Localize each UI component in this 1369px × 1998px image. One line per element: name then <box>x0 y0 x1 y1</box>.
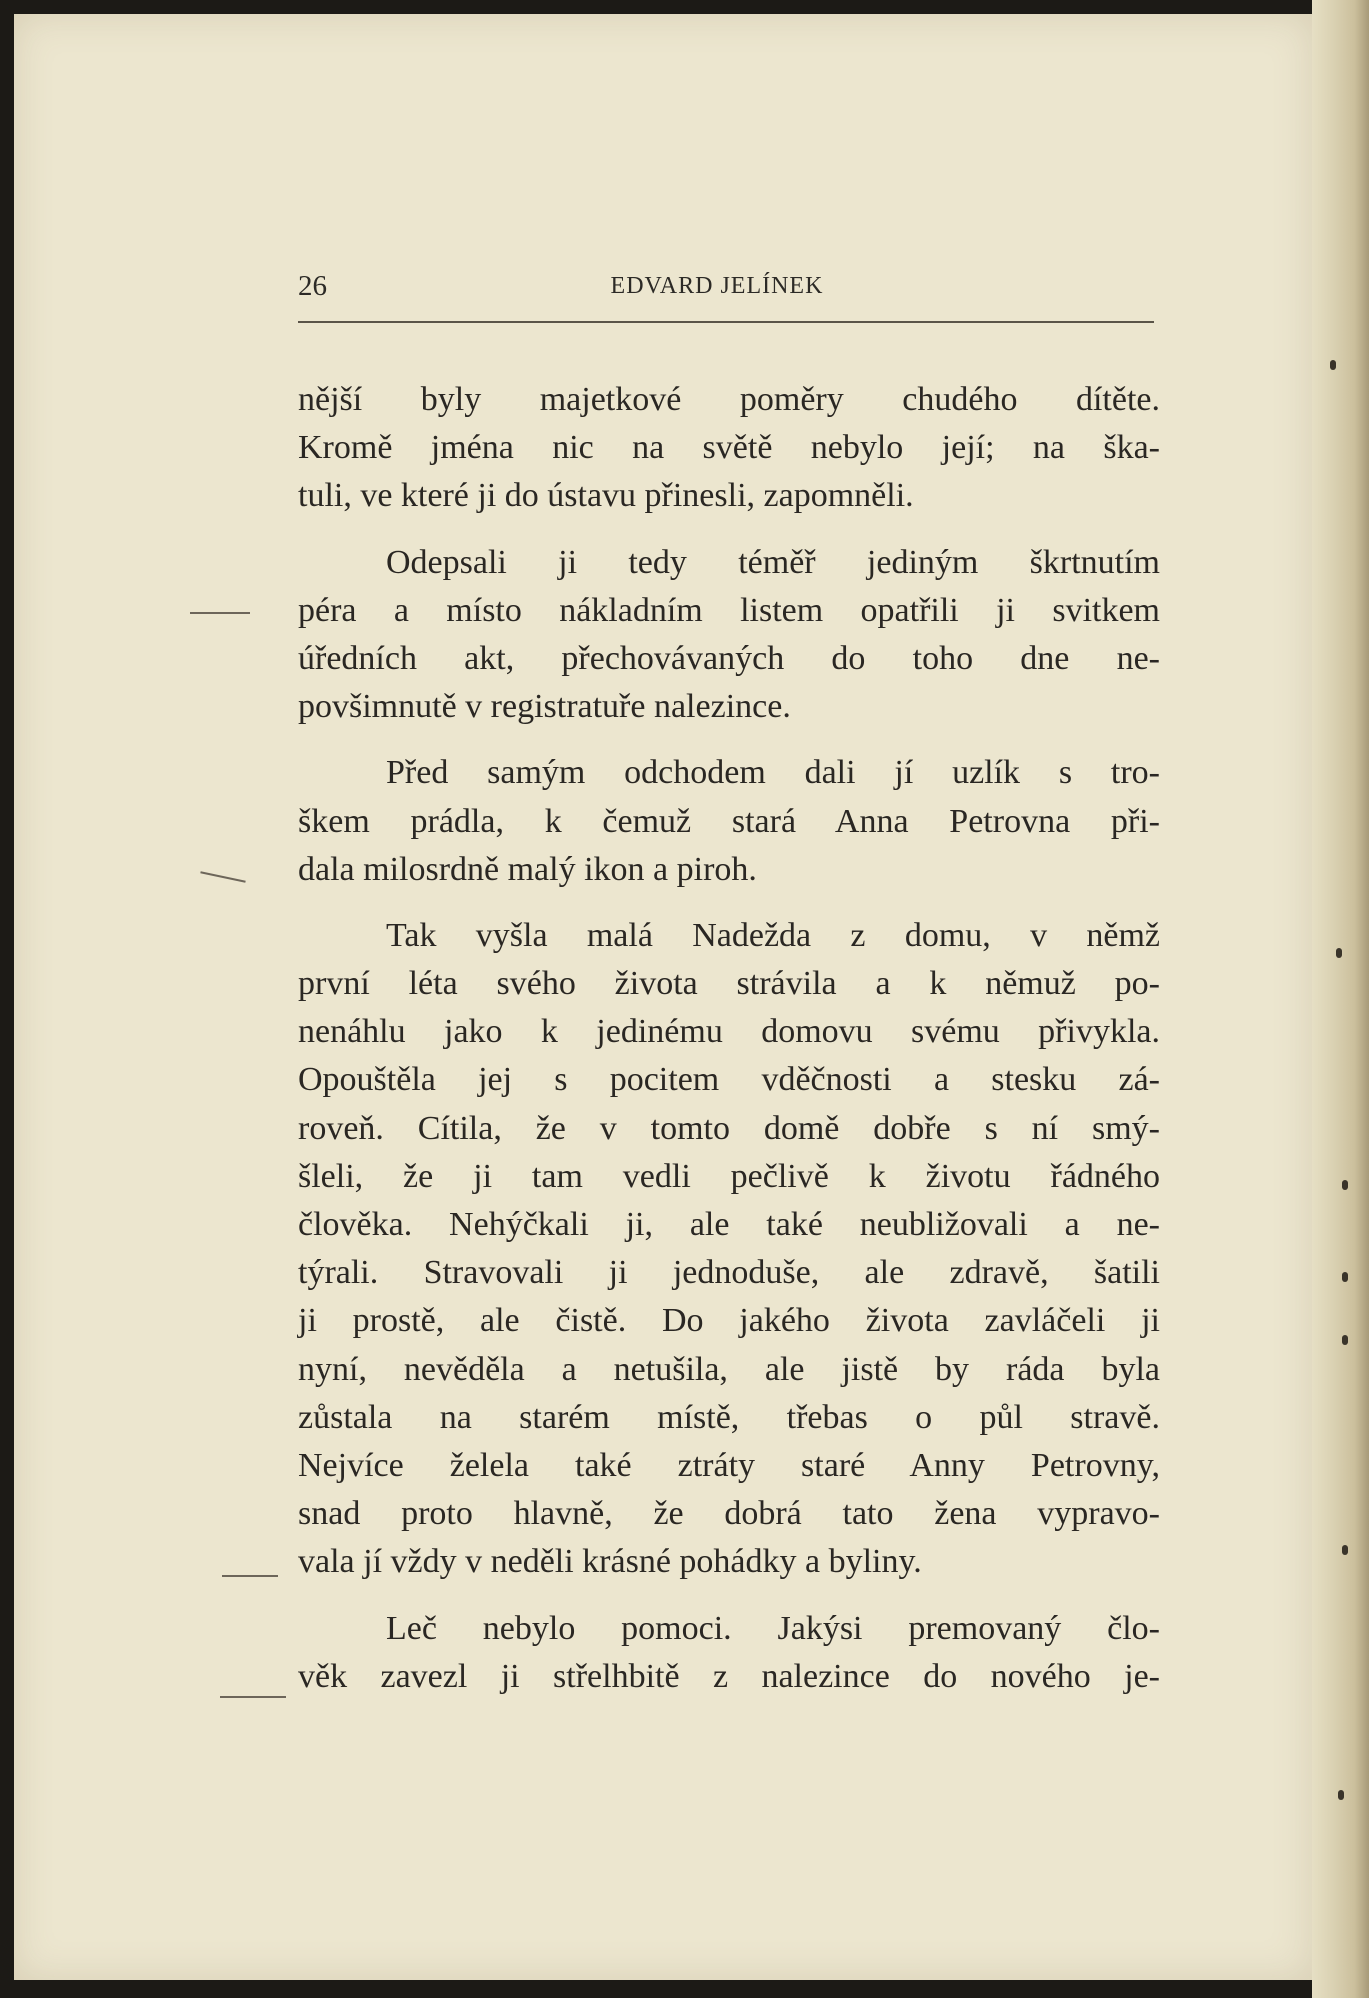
spine-mark <box>1342 1545 1348 1555</box>
text-line: člověka. Nehýčkali ji, ale také neubližovali a ne- <box>298 1206 1160 1243</box>
spine-mark <box>1338 1790 1344 1800</box>
text-line: Odepsali ji tedy téměř jediným škrtnutím <box>386 543 1160 581</box>
spine-mark <box>1336 948 1342 958</box>
text-line: nenáhlu jako k jedinému domovu svému přivykla. <box>298 1013 1160 1051</box>
text-line: nyní, nevěděla a netušila, ale jistě by ráda byla <box>298 1350 1160 1388</box>
text-line: nější byly majetkové poměry chudého dítěte. <box>298 381 1160 418</box>
text-line: šleli, že ji tam vedli pečlivě k životu řádného <box>298 1157 1160 1195</box>
text-line: týrali. Stravovali ji jednoduše, ale zdravě, šatili <box>298 1254 1160 1292</box>
text-line: vala jí vždy v neděli krásné pohádky a byliny. <box>298 1543 922 1581</box>
spine-mark <box>1342 1335 1348 1345</box>
paragraph <box>298 912 1160 1587</box>
text-line: Nejvíce želela také ztráty staré Anny Petrovny, <box>298 1446 1160 1484</box>
text-line: věk zavezl ji střelhbitě z nalezince do nového je- <box>298 1657 1160 1695</box>
text-line: Před samým odchodem dali jí uzlík s tro- <box>386 754 1160 792</box>
text-line: povšimnutě v registratuře nalezince. <box>298 688 791 726</box>
margin-pencil-mark <box>222 1575 278 1577</box>
spine-mark <box>1342 1272 1348 1282</box>
text-line: úředních akt, přechovávaných do toho dne ne- <box>298 639 1160 677</box>
spine-mark <box>1342 1180 1348 1190</box>
page-number: 26 <box>298 270 327 302</box>
text-line: Kromě jména nic na světě nebylo její; na ška- <box>298 429 1160 467</box>
body-text <box>298 376 1160 1701</box>
paragraph <box>298 539 1160 732</box>
text-line: péra a místo nákladním listem opatřili ji svitkem <box>298 591 1160 629</box>
paragraph <box>298 749 1160 894</box>
paragraph <box>298 1605 1160 1701</box>
text-line: Opouštěla jej s pocitem vděčnosti a stesku zá- <box>298 1061 1160 1099</box>
text-line: Tak vyšla malá Nadežda z domu, v němž <box>386 916 1160 954</box>
header-rule <box>298 321 1154 323</box>
text-line: roveň. Cítila, že v tomto domě dobře s ní smý- <box>298 1109 1160 1147</box>
margin-pencil-mark <box>220 1696 286 1698</box>
page-header <box>298 268 1156 318</box>
text-line: Leč nebylo pomoci. Jakýsi premovaný člo- <box>386 1609 1160 1647</box>
text-line: dala milosrdně malý ikon a piroh. <box>298 850 757 888</box>
text-line: tuli, ve které ji do ústavu přinesli, zapomněli. <box>298 477 914 515</box>
text-line: škem prádla, k čemuž stará Anna Petrovna při- <box>298 802 1160 840</box>
text-line: první léta svého života strávila a k němuž po- <box>298 965 1160 1003</box>
text-line: snad proto hlavně, že dobrá tato žena vypravo- <box>298 1495 1160 1533</box>
text-line: ji prostě, ale čistě. Do jakého života zavláčeli ji <box>298 1302 1160 1340</box>
spine-mark <box>1330 360 1336 370</box>
paragraph <box>298 376 1160 521</box>
text-line: zůstala na starém místě, třebas o půl stravě. <box>298 1398 1160 1436</box>
margin-pencil-mark <box>190 612 250 614</box>
running-head: EDVARD JELÍNEK <box>610 273 824 299</box>
book-spine-edge <box>1312 0 1369 1998</box>
